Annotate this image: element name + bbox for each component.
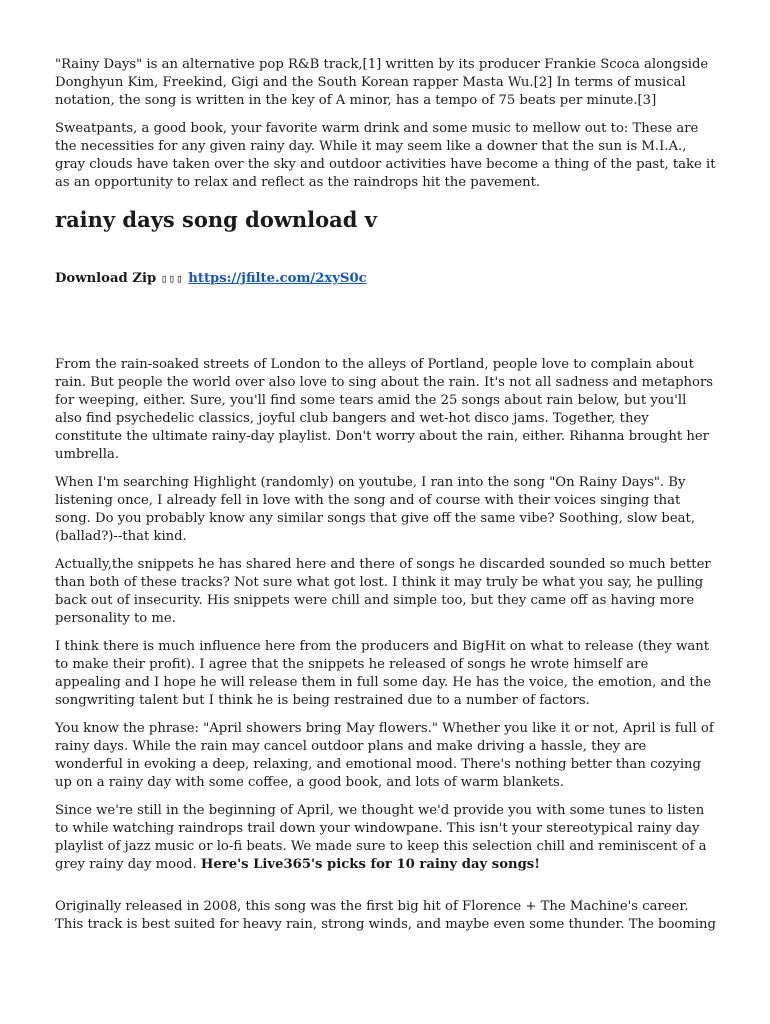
- download-line: [55, 270, 717, 288]
- paragraph-intro: "Rainy Days" is an alternative pop R&B track,[1] written by its producer Frankie Scoca alongside Donghyun Kim, Freekind, Gigi and the South Korean rapper Masta Wu.[2] In terms of musical notation, the song is written in the key of A minor, has a tempo of 75 beats per minute.[3]: [55, 57, 709, 108]
- download-label: Download Zip: [55, 271, 157, 286]
- paragraph-sweatpants: Sweatpants, a good book, your favorite warm drink and some music to mellow out to: These are the necessities for any given rainy day. While it may seem like a downer that the sun is M.I.A., gray clouds have taken over the sky and outdoor activities have become a thing of the past, take it as an opportunity to relax and reflect as the raindrops hit the pavement.: [55, 121, 716, 190]
- paragraph-live365: [55, 802, 717, 874]
- paragraph-live365-text: Since we're still in the beginning of April, we thought we'd provide you with some tunes to listen to while watching raindrops trail down your windowpane. This isn't your stereotypical rainy day playlist of jazz music or lo-fi beats. We made sure to keep this selection chill and reminiscent of a grey rainy day mood.: [55, 803, 707, 872]
- paragraph-highlight: When I'm searching Highlight (randomly) on youtube, I ran into the song "On Rainy Days". By listening once, I already fell in love with the song and of course with their voices singing that song. Do you probably know any similar songs that give off the same vibe? Soothing, slow beat, (ballad?)--that kind.: [55, 475, 695, 544]
- placeholder-glyphs: ▯▯▯: [160, 272, 184, 285]
- paragraph-influence: I think there is much influence here from the producers and BigHit on what to release (they want to make their profit). I agree that the snippets he released of songs he wrote himself are appealing and I hope he will release them in full some day. He has the voice, the emotion, and the songwriting talent but I think he is being restrained due to a number of factors.: [55, 639, 712, 708]
- document-page: [55, 56, 717, 934]
- paragraph-snippets: Actually,the snippets he has shared here and there of songs he discarded sounded so much better than both of these tracks? Not sure what got lost. I think it may truly be what you say, he pulling back out of insecurity. His snippets were chill and simple too, but they came off as having more personality to me.: [55, 557, 711, 626]
- spacer: [55, 288, 717, 356]
- download-link[interactable]: https://jfilte.com/2xyS0c: [188, 271, 367, 286]
- paragraph-rain-songs: From the rain-soaked streets of London to the alleys of Portland, people love to complain about rain. But people the world over also love to sing about the rain. It's not all sadness and metaphors for weeping, either. Sure, you'll find some tears amid the 25 songs about rain below, but you'll also find psychedelic classics, joyful club bangers and wet-hot disco jams. Together, they constitute the ultimate rainy-day playlist. Don't worry about the rain, either. Rihanna brought her umbrella.: [55, 357, 714, 462]
- paragraph-live365-bold: Here's Live365's picks for 10 rainy day songs!: [200, 857, 541, 872]
- page-heading: rainy days song download v: [55, 207, 377, 232]
- paragraph-florence: Originally released in 2008, this song was the first big hit of Florence + The Machine's career. This track is best suited for heavy rain, strong winds, and maybe even some thunder. The booming: [55, 899, 716, 932]
- paragraph-april: You know the phrase: "April showers bring May flowers." Whether you like it or not, April is full of rainy days. While the rain may cancel outdoor plans and make driving a hassle, they are wonderful in evoking a deep, relaxing, and emotional mood. There's nothing better than cozying up on a rainy day with some coffee, a good book, and lots of warm blankets.: [55, 721, 714, 790]
